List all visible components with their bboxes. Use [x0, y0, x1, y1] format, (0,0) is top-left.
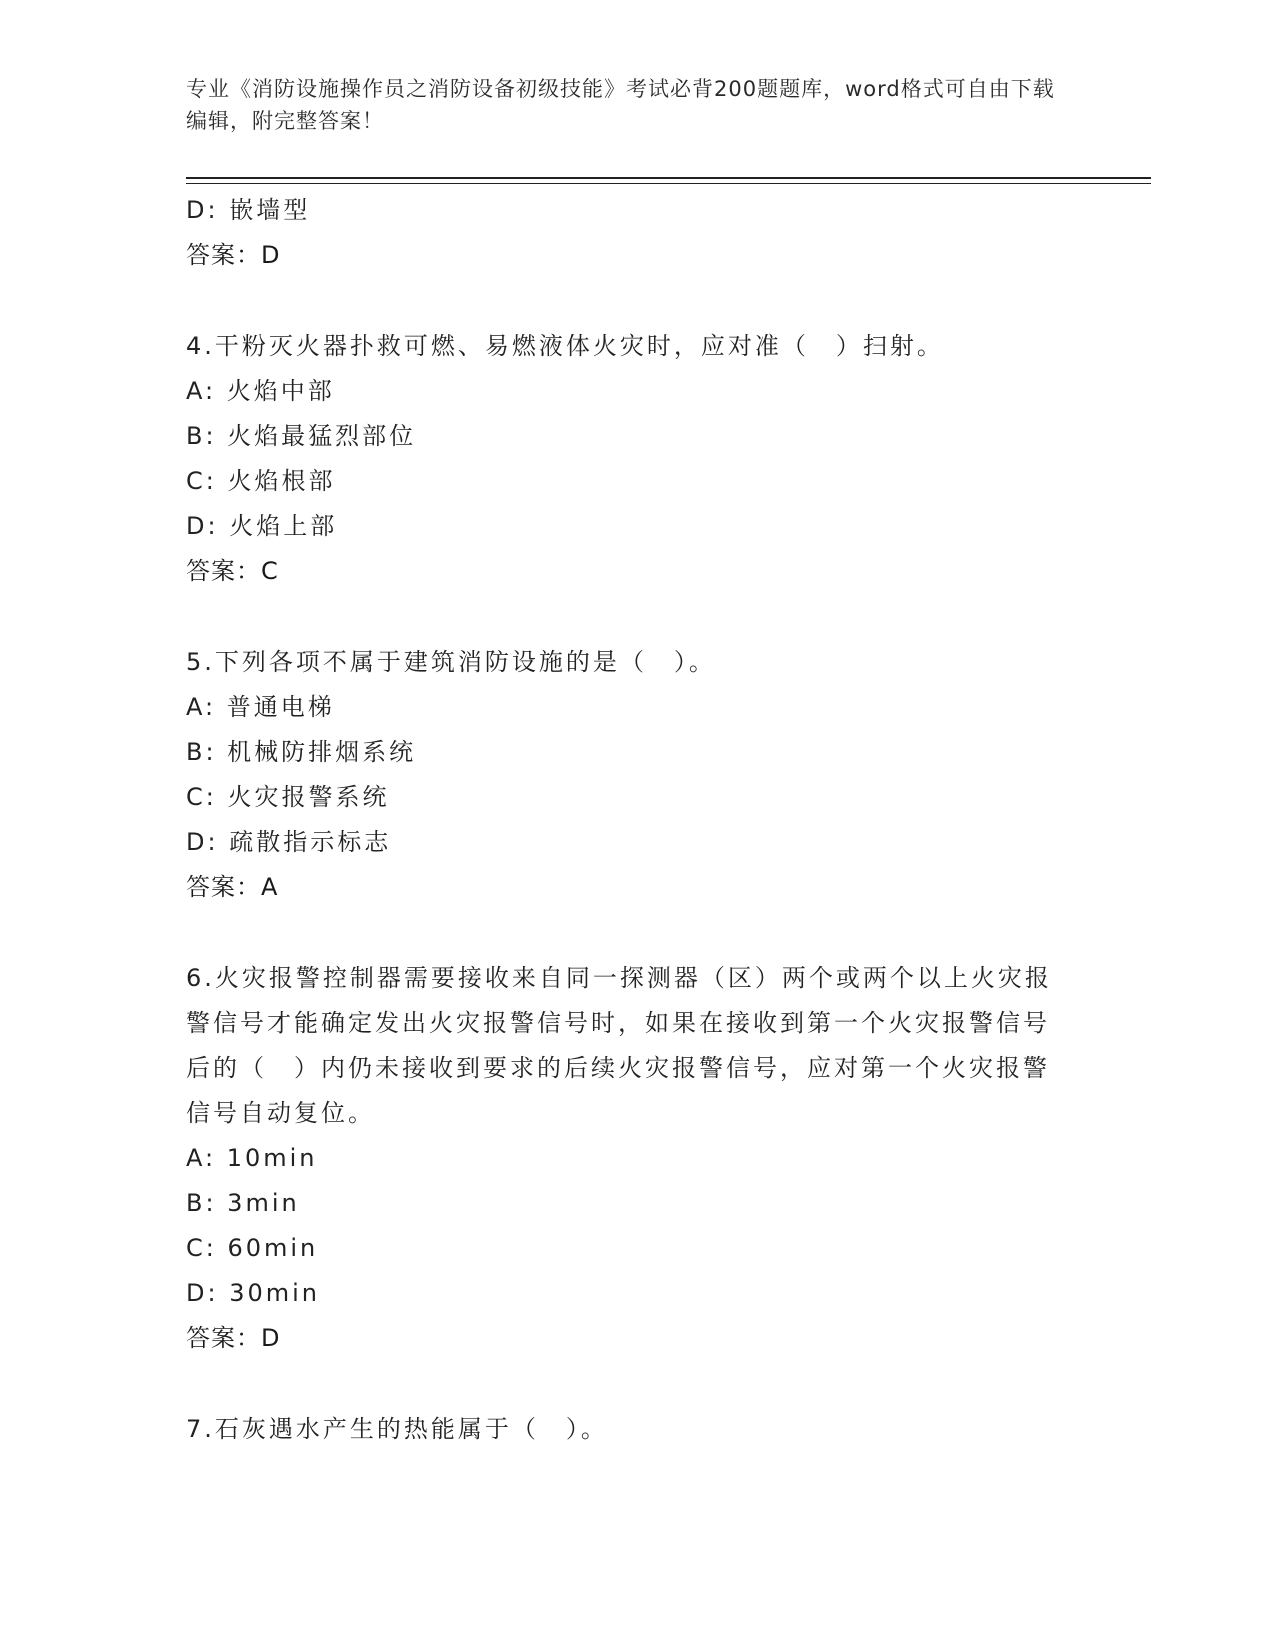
header-divider-thin — [186, 183, 1151, 184]
spacer — [186, 1361, 1066, 1407]
option-a: A: 火焰中部 — [186, 377, 335, 405]
question-list — [186, 188, 1066, 1452]
answer-line: 答案：D — [186, 241, 281, 269]
question-stem: 6.火灾报警控制器需要接收来自同一探测器（区）两个或两个以上火灾报警信号才能确定发出火灾报警信号时，如果在接收到第一个火灾报警信号后的（ ）内仍未接收到要求的后续火灾报警信号，应对第一个火灾报警信号自动复位。 — [186, 964, 1052, 1127]
option-d: D: 30min — [186, 1279, 320, 1307]
option-a: A: 10min — [186, 1144, 318, 1172]
option-d: D: 火焰上部 — [186, 512, 338, 540]
answer-line: 答案：A — [186, 873, 279, 901]
option-c: C: 火焰根部 — [186, 467, 336, 495]
spacer — [186, 910, 1066, 956]
spacer — [186, 594, 1066, 640]
option-b: B: 火焰最猛烈部位 — [186, 422, 417, 450]
page-header: 专业《消防设施操作员之消防设备初级技能》考试必背200题题库，word格式可自由下载编辑，附完整答案！ — [186, 77, 1055, 133]
answer-line: 答案：D — [186, 1324, 281, 1352]
option-d: D: 疏散指示标志 — [186, 828, 392, 856]
option-b: B: 3min — [186, 1189, 300, 1217]
option-c: C: 火灾报警系统 — [186, 783, 390, 811]
option-d: D: 嵌墙型 — [186, 196, 311, 224]
spacer — [186, 278, 1066, 324]
option-c: C: 60min — [186, 1234, 319, 1262]
option-b: B: 机械防排烟系统 — [186, 738, 417, 766]
question-stem: 7.石灰遇水产生的热能属于（ ）。 — [186, 1415, 608, 1443]
question-stem: 5.下列各项不属于建筑消防设施的是（ ）。 — [186, 648, 716, 676]
header-divider-thick — [186, 177, 1151, 179]
option-a: A: 普通电梯 — [186, 693, 335, 721]
question-stem: 4.干粉灭火器扑救可燃、易燃液体火灾时，应对准（ ）扫射。 — [186, 332, 944, 360]
answer-line: 答案：C — [186, 557, 279, 585]
